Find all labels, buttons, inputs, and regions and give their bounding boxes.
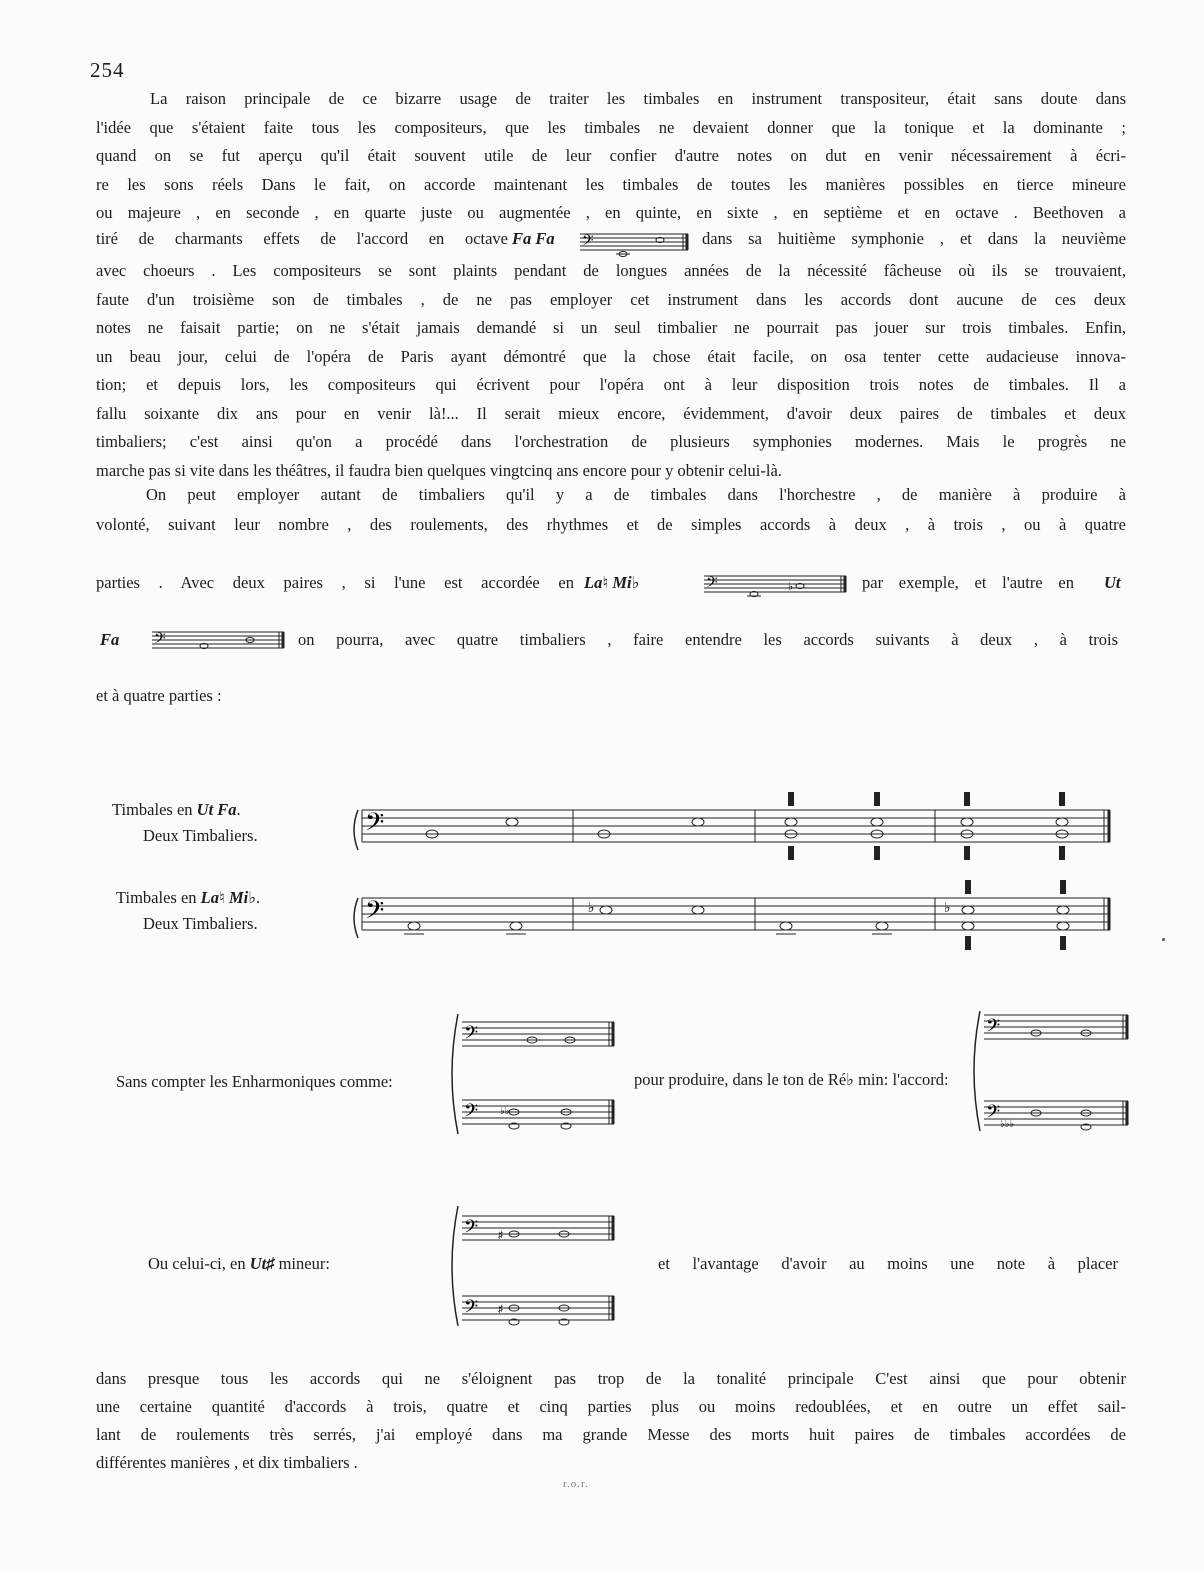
- text-line: re les sons réels Dans le fait, on accorde maintenant les timbales de toutes les manières possibles en tierce mineure: [96, 175, 1126, 194]
- svg-text:𝄢: 𝄢: [706, 574, 718, 595]
- ut-sharp-notes: Ut♯: [249, 1254, 275, 1273]
- text-line: différentes manières , et dix timbaliers .: [96, 1453, 358, 1472]
- svg-text:𝄢: 𝄢: [464, 1023, 479, 1048]
- text-line: l'idée que s'étaient faite tous les compositeurs, que les timbales ne devaient donner que la tonique et la dominante ;: [96, 118, 1126, 137]
- text-line: parties . Avec deux paires , si l'une est accordée en: [96, 573, 574, 592]
- text-line: On peut employer autant de timbaliers qu'il y a de timbales dans l'horchestre , de manière à produire à: [146, 485, 1126, 504]
- staff1-sublabel: Deux Timbaliers.: [143, 826, 258, 845]
- svg-text:♭: ♭: [788, 581, 794, 593]
- footer-mark: r.o.r.: [563, 1478, 589, 1490]
- text-line: un beau jour, celui de l'opéra de Paris ayant démontré que la chose était facile, on osa tenter cette audacieuse innova-: [96, 347, 1126, 366]
- text-line: notes ne faisait partie; on ne s'était jamais demandé si un seul timbalier ne pourrait pas jouer sur trois timbales. Enfin,: [96, 318, 1126, 337]
- staff2-label: [116, 888, 260, 908]
- text-line: lant de roulements très serrés, j'ai employé dans ma grande Messe des morts huit paires de timbales accordées de: [96, 1425, 1126, 1444]
- text-line: dans presque tous les accords qui ne s'éloignent pas trop de la tonalité principale C'est ainsi que pour obtenir: [96, 1369, 1126, 1388]
- staff-ut-fa: [352, 780, 1112, 870]
- inline-staff-la-mi: [704, 572, 848, 602]
- re-flat-minor-staff-pair: [970, 1005, 1132, 1135]
- svg-text:♭: ♭: [588, 901, 595, 916]
- text-line: quand on se fut aperçu qu'il était souvent utile de leur confier d'autre notes on dut en venir nécessairement à écri-: [96, 146, 1126, 165]
- enharmonic-result-label: pour produire, dans le ton de Ré♭ min: l'accord:: [634, 1070, 949, 1089]
- text-line: marche pas si vite dans les théâtres, il faudra bien quelques vingtcinq ans encore pour y obtenir celui-là.: [96, 461, 782, 480]
- svg-text:𝄢: 𝄢: [365, 808, 385, 843]
- svg-text:𝄢: 𝄢: [464, 1297, 479, 1322]
- enharmonic-label: Sans compter les Enharmoniques comme:: [116, 1072, 393, 1091]
- text-line: avec choeurs . Les compositeurs se sont plaints pendant de longues années de la nécessité fâcheuse où ils se trouvaient,: [96, 261, 1126, 280]
- staff1-label-notes: Ut Fa: [196, 800, 237, 819]
- svg-text:♭♭: ♭♭: [500, 1106, 510, 1117]
- staff1-label: [112, 800, 241, 820]
- text-line: dans sa huitième symphonie , et dans la neuvième: [702, 229, 1126, 248]
- note-names: Fa: [100, 630, 120, 649]
- svg-text:𝄢: 𝄢: [464, 1101, 479, 1126]
- svg-text:𝄢: 𝄢: [464, 1217, 479, 1242]
- staff2-label-notes: La♮ Mi♭: [200, 888, 257, 907]
- svg-text:♯: ♯: [498, 1230, 503, 1241]
- enharmonic-staff-pair: [448, 1010, 618, 1140]
- text-line: fallu soixante dix ans pour en venir là!... Il serait mieux encore, évidemment, d'avoir deux paires de timbales et deux: [96, 404, 1126, 423]
- print-speck: [1162, 938, 1165, 941]
- inline-staff-ut-fa: [152, 628, 286, 658]
- ut-sharp-label: [148, 1254, 330, 1274]
- staff2-sublabel: Deux Timbaliers.: [143, 914, 258, 933]
- text-line: faute d'un troisième son de timbales , de ne pas employer cet instrument dans les accords dont aucune de ces deux: [96, 290, 1126, 309]
- staff1-label-dot: .: [236, 800, 241, 819]
- text-line: tion; et depuis lors, les compositeurs qui écrivent pour l'opéra ont à leur disposition trois notes de timbales. Il a: [96, 375, 1126, 394]
- inline-staff-fa-fa: [580, 230, 690, 260]
- note-names: La♮ Mi♭: [584, 573, 640, 592]
- svg-text:𝄢: 𝄢: [986, 1016, 1001, 1041]
- note-names: Fa Fa: [512, 229, 555, 248]
- ut-sharp-continuation: et l'avantage d'avoir au moins une note à placer: [658, 1254, 1118, 1273]
- page-number: 254: [90, 58, 125, 82]
- text-line: volonté, suivant leur nombre , des roulements, des rhythmes et de simples accords à deux , à trois , ou à quatre: [96, 515, 1126, 534]
- staff1-label-text: Timbales en: [112, 800, 193, 819]
- text-line: une certaine quantité d'accords à trois, quatre et cinq parties plus ou moins redoublées, et en outre un effet sail-: [96, 1397, 1126, 1416]
- text-line: timbaliers; c'est ainsi qu'on a procédé dans l'orchestration de plusieurs symphonies modernes. Mais le progrès ne: [96, 432, 1126, 451]
- ut-sharp-mode: mineur:: [278, 1254, 330, 1273]
- svg-text:♭: ♭: [944, 901, 951, 916]
- svg-text:𝄢: 𝄢: [986, 1102, 1001, 1127]
- svg-text:𝄢: 𝄢: [154, 630, 166, 651]
- svg-text:𝄢: 𝄢: [365, 896, 385, 931]
- svg-text:♭♭♭: ♭♭♭: [1000, 1119, 1015, 1130]
- staff2-label-dot: .: [256, 888, 261, 907]
- note-names: Ut: [1104, 573, 1121, 592]
- svg-text:♯: ♯: [498, 1304, 503, 1315]
- text-line: tiré de charmants effets de l'accord en octave: [96, 229, 508, 248]
- svg-text:𝄢: 𝄢: [582, 232, 594, 253]
- text-line: et à quatre parties :: [96, 686, 222, 705]
- ut-sharp-text: Ou celui-ci, en: [148, 1254, 246, 1273]
- text-line: par exemple, et l'autre en: [862, 573, 1074, 592]
- staff-la-mi: [352, 870, 1112, 960]
- staff2-label-text: Timbales en: [116, 888, 197, 907]
- text-line: ou majeure , en seconde , en quarte juste ou augmentée , en quinte, en sixte , en septième et en octave . Beethoven a: [96, 203, 1126, 222]
- ut-sharp-staff-pair: [448, 1200, 618, 1330]
- text-line: La raison principale de ce bizarre usage de traiter les timbales en instrument transpositeur, était sans doute dans: [150, 89, 1126, 108]
- text-line: on pourra, avec quatre timbaliers , faire entendre les accords suivants à deux , à trois: [298, 630, 1118, 649]
